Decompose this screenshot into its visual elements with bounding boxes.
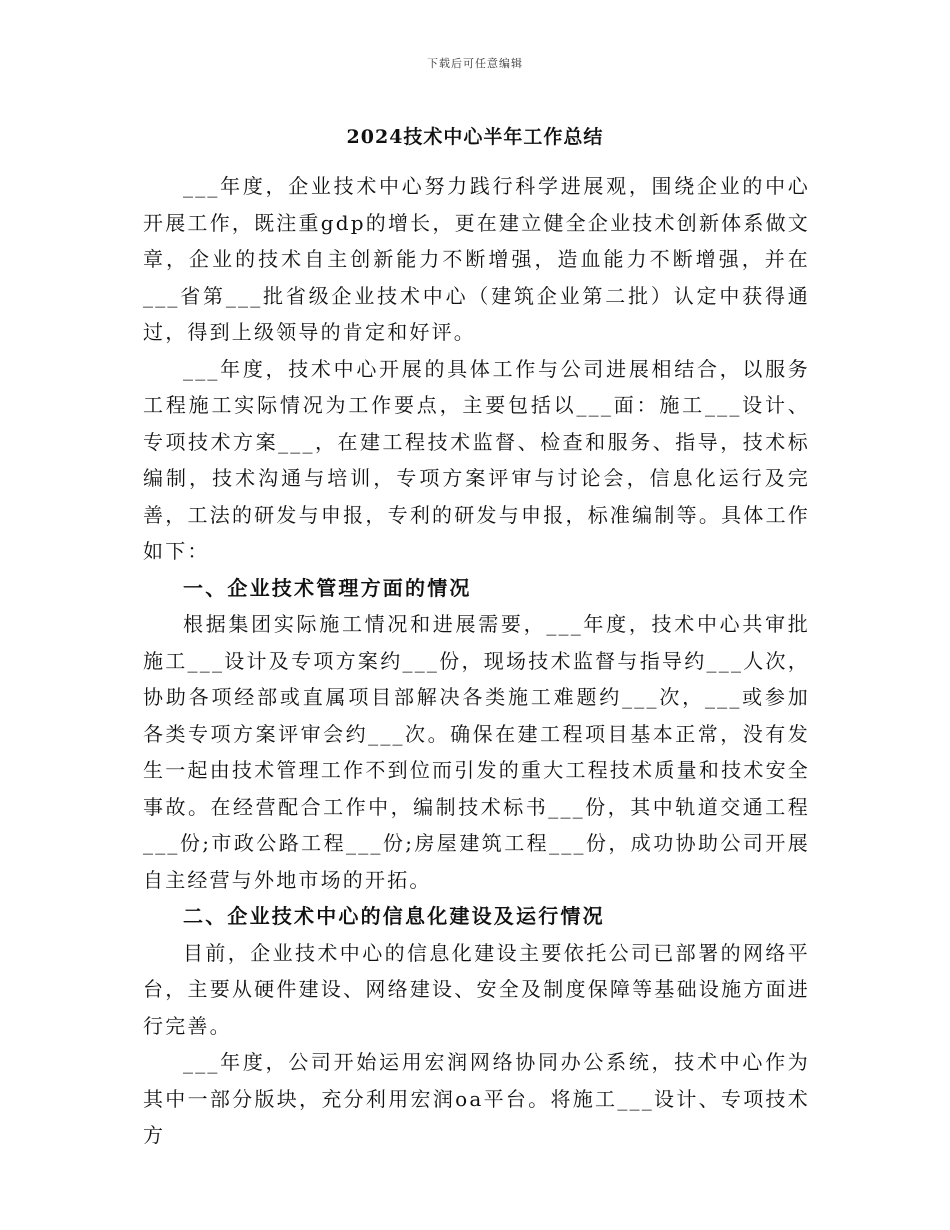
section-heading-2: 二、企业技术中心的信息化建设及运行情况	[183, 904, 605, 928]
document-title: 2024技术中心半年工作总结	[346, 126, 604, 148]
document-body	[143, 168, 810, 1154]
header-note: 下载后可任意编辑	[427, 57, 523, 70]
paragraph-1: ___年度，企业技术中心努力践行科学进展观，围绕企业的中心开展工作，既注重gdp的增长，更在建立健全企业技术创新体系做文章，企业的技术自主创新能力不断增强，造血能力不断增强，并在___省第___批省级企业技术中心（建筑企业第二批）认定中获得通过，得到上级领导的肯定和好评。	[143, 174, 810, 344]
paragraph-3: 根据集团实际施工情况和进展需要，___年度，技术中心共审批施工___设计及专项方案约___份，现场技术监督与指导约___人次，协助各项经部或直属项目部解决各类施工难题约___次，___或参加各类专项方案评审会约___次。确保在建工程项目基本正常，没有发生一起由技术管理工作不到位而引发的重大工程技术质量和技术安全事故。在经营配合工作中，编制技术标书___份，其中轨道交通工程___份;市政公路工程___份;房屋建筑工程___份，成功协助公司开展自主经营与外地市场的开拓。	[143, 612, 810, 892]
paragraph-5: ___年度，公司开始运用宏润网络协同办公系统，技术中心作为其中一部分版块，充分利用宏润oa平台。将施工___设计、专项技术方	[143, 1050, 810, 1147]
section-heading-1: 一、企业技术管理方面的情况	[183, 575, 472, 600]
paragraph-2: ___年度，技术中心开展的具体工作与公司进展相结合，以服务工程施工实际情况为工作要点，主要包括以___面：施工___设计、专项技术方案___，在建工程技术监督、检查和服务、指导，技术标编制，技术沟通与培训，专项方案评审与讨论会，信息化运行及完善，工法的研发与申报，专利的研发与申报，标准编制等。具体工作如下：	[143, 356, 810, 563]
paragraph-4: 目前，企业技术中心的信息化建设主要依托公司已部署的网络平台，主要从硬件建设、网络建设、安全及制度保障等基础设施方面进行完善。	[143, 940, 810, 1038]
